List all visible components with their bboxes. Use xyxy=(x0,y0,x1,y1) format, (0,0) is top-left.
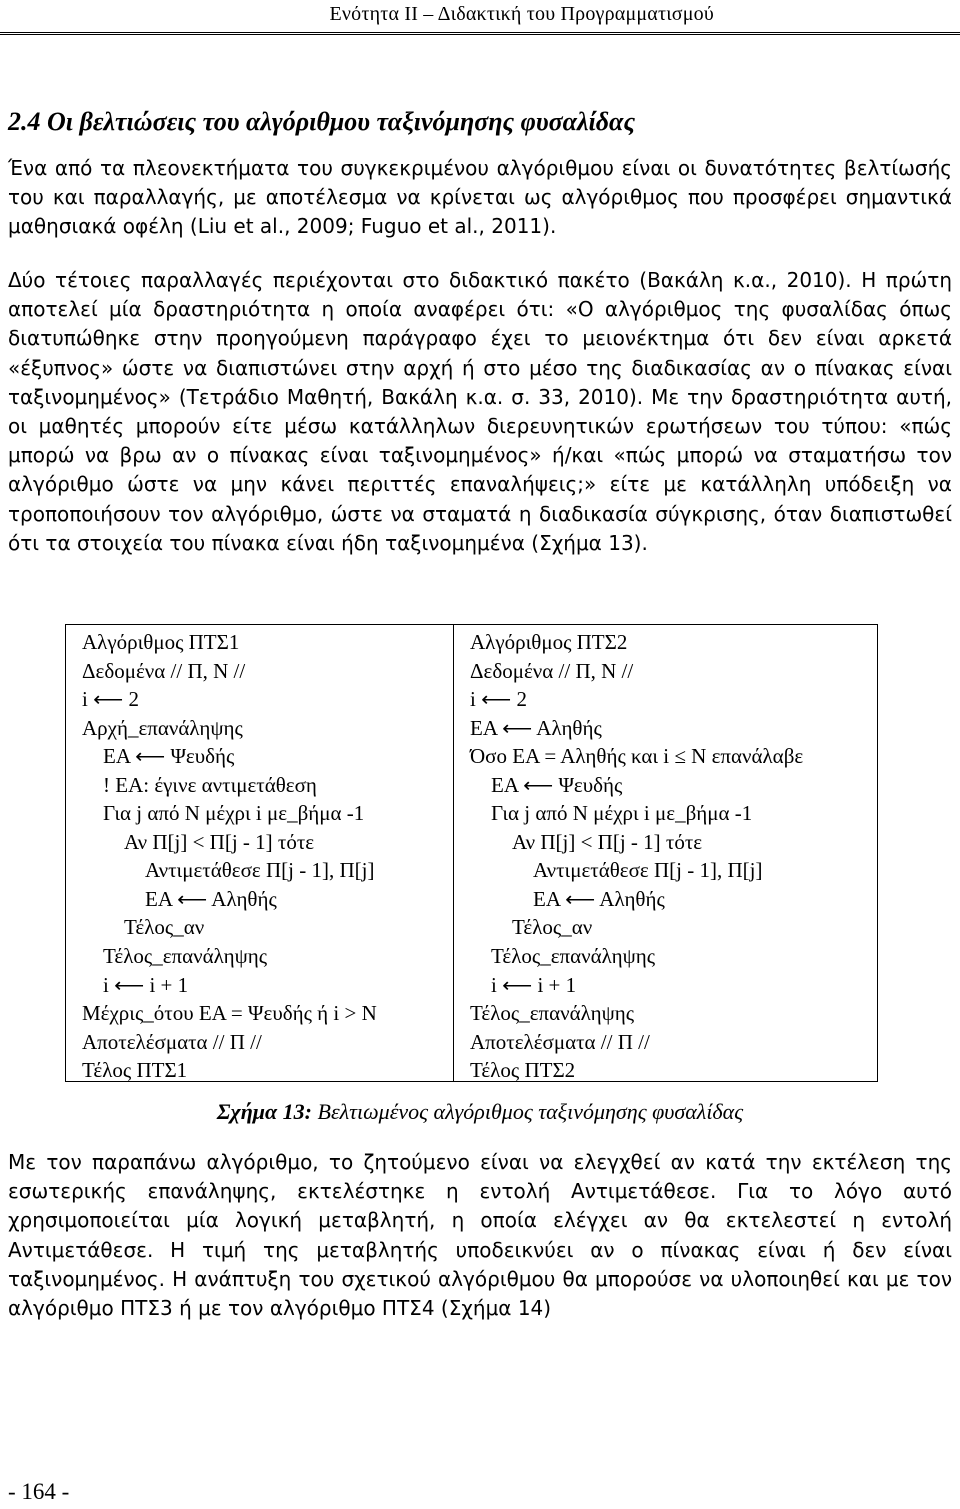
code-line: Για j από Ν μέχρι i με_βήμα -1 xyxy=(103,801,365,826)
code-line: Όσο ΕΑ = Αληθής και i ≤ Ν επανάλαβε xyxy=(470,744,804,769)
code-line: ! ΕΑ: έγινε αντιμετάθεση xyxy=(103,772,317,797)
code-line: Τέλος_αν xyxy=(512,915,593,940)
code-line: Αν Π[j] < Π[j - 1] τότε xyxy=(124,829,315,854)
code-line: Για j από Ν μέχρι i με_βήμα -1 xyxy=(491,801,753,826)
code-line: i ⟵ i + 1 xyxy=(491,972,577,997)
code-line: Αποτελέσματα // Π // xyxy=(82,1029,262,1054)
code-line: Δεδομένα // Π, Ν // xyxy=(82,658,246,683)
section-title: 2.4 Οι βελτιώσεις του αλγόριθμου ταξινόμησης φυσαλίδας xyxy=(8,107,636,136)
paragraph-variations: Δύο τέτοιες παραλλαγές περιέχονται στο διδακτικό πακέτο (Βακάλη κ.α., 2010). Η πρώτη αποτελεί μία δραστηριότητα η οποία αναφέρει ότι: «Ο αλγόριθμος της φυσαλίδας όπως διατυπώθηκε στην προηγούμενη παράγραφο έχει το μειονέκτημα ότι δεν είναι αρκετά «έξυπνος» ώστε να διαπιστώνει στην αρχή ή στο μέσο της διαδικασίας αν ο πίνακας είναι ταξινομημένος» (Τετράδιο Μαθητή, Βακάλη κ.α. σ. 33, 2010). Με την δραστηριότητα αυτή, οι μαθητές μπορούν είτε μέσω κατάλληλων διερευνητικών ερωτήσεων του τύπου: «πώς μπορώ να βρω αν ο πίνακας είναι ταξινομημένος» ή/και «πώς μπορώ να σταματήσω τον αλγόριθμο ώστε να μην κάνει περιττές επαναλήψεις;» είτε με κατάλληλη υπόδειξη να τροποποιήσουν τον αλγόριθμο, ώστε να σταματά η διαδικασία σύγκρισης, όταν διαπιστωθεί ότι τα στοιχεία του πίνακα είναι ήδη ταξινομημένα (Σχήμα 13). xyxy=(8,268,952,555)
paragraph-explanation: Με τον παραπάνω αλγόριθμο, το ζητούμενο είναι να ελεγχθεί αν κατά την εκτέλεση της εσωτερικής επανάληψης, εκτελέστηκε η εντολή Αντιμετάθεσε. Για το λόγο αυτό χρησιμοποιείται μία λογική μεταβλητή, η οποία ελέγχει αν θα εκτελεστεί η εντολή Αντιμετάθεσε. Η τιμή της μεταβλητής υποδεικνύει αν ο πίνακας είναι ή δεν είναι ταξινομημένος. Η ανάπτυξη του σχετικού αλγόριθμου θα μπορούσε να υλοποιηθεί και με τον αλγόριθμο ΠΤΣ3 ή με τον αλγόριθμο ΠΤΣ4 (Σχήμα 14) xyxy=(8,1150,952,1321)
running-header: Ενότητα ΙΙ – Διδακτική του Προγραμματισμού xyxy=(329,3,714,25)
paragraph-intro: Ένα από τα πλεονεκτήματα του συγκεκριμένου αλγόριθμου είναι οι δυνατότητες βελτίωσής του και παραλλαγής, με αποτέλεσμα να κρίνεται ως αλγόριθμος που προσφέρει σημαντικά μαθησιακά οφέλη (Liu et al., 2009; Fuguo et al., 2011). xyxy=(8,156,952,239)
code-line: i ⟵ 2 xyxy=(82,687,139,712)
code-line: Αρχή_επανάληψης xyxy=(82,715,243,740)
algorithm-pts2-box xyxy=(454,624,878,1082)
code-line: Δεδομένα // Π, Ν // xyxy=(470,658,634,683)
code-line: Αλγόριθμος ΠΤΣ2 xyxy=(470,630,628,654)
code-line: Αλγόριθμος ΠΤΣ1 xyxy=(82,630,240,654)
code-line: ΕΑ ⟵ Ψευδής xyxy=(103,744,235,769)
code-line: Τέλος_επανάληψης xyxy=(491,944,656,969)
code-line: i ⟵ 2 xyxy=(470,687,527,712)
code-line: Τέλος_επανάληψης xyxy=(470,1001,635,1026)
code-line: Αποτελέσματα // Π // xyxy=(470,1029,650,1054)
algorithm-pts1-box xyxy=(65,624,454,1082)
code-line: Αν Π[j] < Π[j - 1] τότε xyxy=(512,829,703,854)
code-line: Αντιμετάθεσε Π[j - 1], Π[j] xyxy=(533,858,763,883)
figure-caption-text: Βελτιωμένος αλγόριθμος ταξινόμησης φυσαλίδας xyxy=(317,1099,744,1124)
code-line: ΕΑ ⟵ Αληθής xyxy=(470,715,602,740)
figure-caption xyxy=(0,1098,960,1126)
code-line: Αντιμετάθεσε Π[j - 1], Π[j] xyxy=(145,858,375,883)
page-number: - 164 - xyxy=(8,1479,70,1504)
code-line: Τέλος ΠΤΣ1 xyxy=(82,1058,188,1083)
code-line: ΕΑ ⟵ Αληθής xyxy=(533,886,665,911)
code-line: Τέλος_επανάληψης xyxy=(103,944,268,969)
code-line: Μέχρις_ότου ΕΑ = Ψευδής ή i > Ν xyxy=(82,1001,377,1026)
algorithm-pts2-code xyxy=(470,628,877,1085)
code-line: ΕΑ ⟵ Ψευδής xyxy=(491,772,623,797)
code-line: Τέλος ΠΤΣ2 xyxy=(470,1058,576,1083)
code-line: i ⟵ i + 1 xyxy=(103,972,189,997)
algorithm-pts1-code xyxy=(82,628,453,1085)
code-line: ΕΑ ⟵ Αληθής xyxy=(145,886,277,911)
code-line: Τέλος_αν xyxy=(124,915,205,940)
header-rule xyxy=(0,32,960,35)
figure-label: Σχήμα 13: xyxy=(216,1099,312,1124)
